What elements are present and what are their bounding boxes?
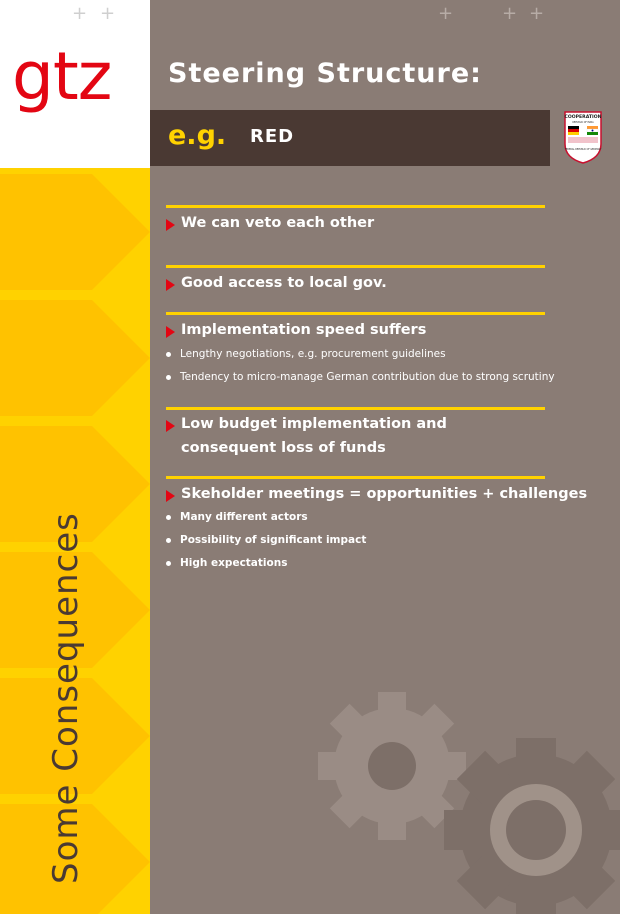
seal-text: COOPERATION bbox=[564, 115, 602, 120]
page-title: Steering Structure: bbox=[168, 58, 482, 89]
gears-icon bbox=[300, 680, 620, 914]
seal-text: REPUBLIC OF INDIA bbox=[572, 121, 594, 124]
gtz-logo: gtz bbox=[12, 38, 112, 115]
section-heading bbox=[166, 486, 587, 506]
subtitle-name: RED bbox=[250, 126, 295, 147]
bullet-dot-icon bbox=[166, 375, 171, 380]
list-item-text: Tendency to micro-manage German contribution due to strong scrutiny bbox=[180, 371, 555, 383]
section-heading-text: Skeholder meetings = opportunities + challenges bbox=[181, 486, 588, 502]
bullet-dot-icon bbox=[166, 515, 171, 520]
section-heading bbox=[166, 416, 521, 460]
section-divider bbox=[166, 265, 545, 268]
section-heading-text: Low budget implementation and consequent loss of funds bbox=[181, 416, 447, 456]
red-arrow-icon bbox=[166, 279, 175, 291]
subtitle-prefix: e.g. bbox=[168, 120, 227, 151]
section-heading-text: Good access to local gov. bbox=[181, 275, 387, 291]
section-heading-text: We can veto each other bbox=[181, 215, 375, 231]
list-item bbox=[166, 534, 366, 546]
list-item-text: High expectations bbox=[180, 557, 288, 569]
section-divider bbox=[166, 407, 545, 410]
list-item bbox=[166, 557, 287, 569]
red-arrow-icon bbox=[166, 326, 175, 338]
section-heading bbox=[166, 275, 387, 295]
bullet-dot-icon bbox=[166, 561, 171, 566]
cooperation-seal-icon bbox=[563, 110, 603, 164]
plus-mark-icon: + bbox=[529, 3, 545, 24]
section-heading bbox=[166, 322, 426, 342]
side-label: Some Consequences bbox=[46, 512, 86, 884]
list-item-text: Lengthy negotiations, e.g. procurement guidelines bbox=[180, 348, 446, 360]
section-heading-text: Implementation speed suffers bbox=[181, 322, 427, 338]
plus-mark-icon: + bbox=[72, 3, 88, 24]
subtitle-bar bbox=[150, 110, 550, 166]
section-heading bbox=[166, 215, 374, 235]
plus-mark-icon: + bbox=[100, 3, 116, 24]
bullet-dot-icon bbox=[166, 352, 171, 357]
list-item bbox=[166, 371, 555, 383]
plus-mark-icon: + bbox=[438, 3, 454, 24]
section-divider bbox=[166, 312, 545, 315]
red-arrow-icon bbox=[166, 490, 175, 502]
bullet-dot-icon bbox=[166, 538, 171, 543]
list-item-text: Possibility of significant impact bbox=[180, 534, 367, 546]
red-arrow-icon bbox=[166, 420, 175, 432]
list-item bbox=[166, 348, 446, 360]
section-divider bbox=[166, 476, 545, 479]
list-item bbox=[166, 511, 308, 523]
seal-text: FEDERAL REPUBLIC OF GERMANY bbox=[564, 148, 602, 151]
list-item-text: Many different actors bbox=[180, 511, 308, 523]
plus-mark-icon: + bbox=[502, 3, 518, 24]
section-divider bbox=[166, 205, 545, 208]
red-arrow-icon bbox=[166, 219, 175, 231]
